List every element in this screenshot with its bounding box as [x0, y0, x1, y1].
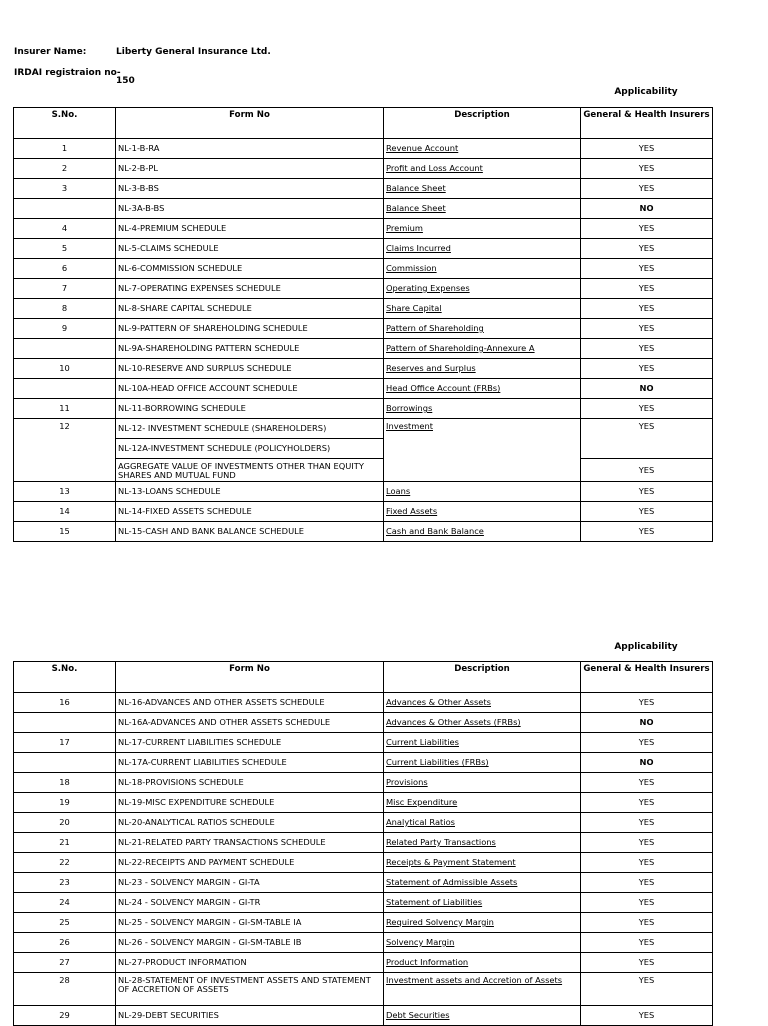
form-no-cell: NL-1-B-RA: [116, 139, 384, 159]
table-row: [14, 933, 713, 953]
applicability-cell: YES: [581, 359, 713, 379]
description-link[interactable]: Advances & Other Assets: [386, 697, 491, 707]
applicability-cell: YES: [581, 1006, 713, 1026]
form-no-cell: AGGREGATE VALUE OF INVESTMENTS OTHER THAN EQUITY SHARES AND MUTUAL FUND: [116, 459, 384, 482]
sno-cell: [14, 753, 116, 773]
sno-cell: 22: [14, 853, 116, 873]
table-row: [14, 522, 713, 542]
applicability-cell: YES: [581, 733, 713, 753]
form-no-cell: NL-15-CASH AND BANK BALANCE SCHEDULE: [116, 522, 384, 542]
sno-cell: 4: [14, 219, 116, 239]
sno-cell: 13: [14, 482, 116, 502]
table-row: [14, 459, 713, 482]
description-link[interactable]: Product Information: [386, 957, 469, 967]
table-row: [14, 219, 713, 239]
description-cell: [384, 379, 581, 399]
description-cell: [384, 482, 581, 502]
sno-cell: 6: [14, 259, 116, 279]
description-cell: [384, 299, 581, 319]
description-cell: [384, 893, 581, 913]
description-cell: [384, 773, 581, 793]
header-form-no: Form No: [116, 662, 384, 693]
description-link[interactable]: Required Solvency Margin: [386, 917, 494, 927]
sno-cell: 24: [14, 893, 116, 913]
applicability-heading-2: Applicability: [614, 642, 678, 652]
header-insurers: General & Health Insurers: [581, 662, 713, 693]
form-no-cell: NL-17A-CURRENT LIABILITIES SCHEDULE: [116, 753, 384, 773]
sno-cell: 23: [14, 873, 116, 893]
description-link[interactable]: Head Office Account (FRBs): [386, 383, 501, 393]
form-no-cell: NL-7-OPERATING EXPENSES SCHEDULE: [116, 279, 384, 299]
form-no-cell: NL-25 - SOLVENCY MARGIN - GI-SM-TABLE IA: [116, 913, 384, 933]
sno-cell: 5: [14, 239, 116, 259]
applicability-cell: YES: [581, 522, 713, 542]
form-no-cell: NL-9-PATTERN OF SHAREHOLDING SCHEDULE: [116, 319, 384, 339]
description-link[interactable]: Cash and Bank Balance: [386, 526, 484, 536]
sno-cell: 17: [14, 733, 116, 753]
description-cell: [384, 239, 581, 259]
form-no-cell: NL-2-B-PL: [116, 159, 384, 179]
table-row: [14, 482, 713, 502]
form-no-cell: NL-8-SHARE CAPITAL SCHEDULE: [116, 299, 384, 319]
form-no-cell: NL-23 - SOLVENCY MARGIN - GI-TA: [116, 873, 384, 893]
applicability-cell: YES: [581, 239, 713, 259]
description-link[interactable]: Receipts & Payment Statement: [386, 857, 516, 867]
description-cell: [384, 713, 581, 733]
table-row: [14, 359, 713, 379]
applicability-cell: YES: [581, 873, 713, 893]
description-link[interactable]: Loans: [386, 486, 411, 496]
description-cell: [384, 319, 581, 339]
description-link[interactable]: Related Party Transactions: [386, 837, 496, 847]
description-cell: [384, 793, 581, 813]
sno-cell: 3: [14, 179, 116, 199]
registration-label: IRDAI registraion no-: [14, 68, 121, 78]
forms-table-1: [13, 107, 713, 542]
description-cell: [384, 973, 581, 1006]
description-cell: [384, 399, 581, 419]
applicability-cell: YES: [581, 813, 713, 833]
sno-cell: 8: [14, 299, 116, 319]
applicability-cell: YES: [581, 693, 713, 713]
form-no-cell: NL-21-RELATED PARTY TRANSACTIONS SCHEDULE: [116, 833, 384, 853]
applicability-cell: NO: [581, 753, 713, 773]
description-cell: [384, 522, 581, 542]
table-row: [14, 279, 713, 299]
applicability-cell: YES: [581, 139, 713, 159]
sno-cell: 10: [14, 359, 116, 379]
form-no-cell: NL-28-STATEMENT OF INVESTMENT ASSETS AND STATEMENT OF ACCRETION OF ASSETS: [116, 973, 384, 1006]
description-link[interactable]: Debt Securities: [386, 1010, 450, 1020]
forms-table-2: [13, 661, 713, 1026]
table-row: [14, 953, 713, 973]
applicability-cell: YES: [581, 179, 713, 199]
applicability-cell: YES: [581, 482, 713, 502]
table-row: [14, 299, 713, 319]
applicability-cell: YES: [581, 833, 713, 853]
insurer-name-label: Insurer Name:: [14, 47, 87, 57]
description-cell: [384, 259, 581, 279]
table-row: [14, 502, 713, 522]
description-cell: [384, 279, 581, 299]
description-link[interactable]: Misc Expenditure: [386, 797, 458, 807]
form-no-cell: NL-10-RESERVE AND SURPLUS SCHEDULE: [116, 359, 384, 379]
sno-cell: 18: [14, 773, 116, 793]
sno-cell: 9: [14, 319, 116, 339]
description-link[interactable]: Solvency Margin: [386, 937, 455, 947]
applicability-cell: NO: [581, 199, 713, 219]
table-header-row: [14, 662, 713, 693]
description-link[interactable]: Fixed Assets: [386, 506, 438, 516]
form-no-cell: NL-27-PRODUCT INFORMATION: [116, 953, 384, 973]
sno-cell: 20: [14, 813, 116, 833]
sno-cell: 1: [14, 139, 116, 159]
table-row: [14, 873, 713, 893]
table-row: [14, 773, 713, 793]
form-no-cell: NL-16-ADVANCES AND OTHER ASSETS SCHEDULE: [116, 693, 384, 713]
applicability-cell: YES: [581, 953, 713, 973]
form-no-cell: NL-6-COMMISSION SCHEDULE: [116, 259, 384, 279]
sno-cell: 29: [14, 1006, 116, 1026]
description-link[interactable]: Claims Incurred: [386, 243, 451, 253]
header-description: Description: [384, 108, 581, 139]
sno-cell: [14, 199, 116, 219]
form-no-cell: NL-18-PROVISIONS SCHEDULE: [116, 773, 384, 793]
description-cell: [384, 853, 581, 873]
description-link[interactable]: Pattern of Shareholding: [386, 323, 484, 333]
registration-value: 150: [116, 76, 135, 86]
sno-cell: [14, 713, 116, 733]
header-sno: S.No.: [14, 108, 116, 139]
sno-cell: 11: [14, 399, 116, 419]
description-cell: [384, 419, 581, 482]
table-row: [14, 753, 713, 773]
applicability-cell: YES: [581, 399, 713, 419]
description-cell: [384, 733, 581, 753]
form-no-cell: NL-26 - SOLVENCY MARGIN - GI-SM-TABLE IB: [116, 933, 384, 953]
table-row: [14, 1006, 713, 1026]
description-link[interactable]: Advances & Other Assets (FRBs): [386, 717, 521, 727]
sno-cell: 27: [14, 953, 116, 973]
description-cell: [384, 219, 581, 239]
applicability-cell: YES: [581, 913, 713, 933]
description-link[interactable]: Revenue Account: [386, 143, 459, 153]
table-row: [14, 179, 713, 199]
table-header-row: [14, 108, 713, 139]
form-no-cell: NL-3-B-BS: [116, 179, 384, 199]
applicability-cell: YES: [581, 339, 713, 359]
form-no-cell: NL-20-ANALYTICAL RATIOS SCHEDULE: [116, 813, 384, 833]
applicability-heading-1: Applicability: [614, 87, 678, 97]
description-cell: [384, 1006, 581, 1026]
description-link[interactable]: Current Liabilities (FRBs): [386, 757, 489, 767]
description-link[interactable]: Provisions: [386, 777, 428, 787]
header-description: Description: [384, 662, 581, 693]
description-link[interactable]: Profit and Loss Account: [386, 163, 483, 173]
table-row: [14, 893, 713, 913]
description-link[interactable]: Statement of Admissible Assets: [386, 877, 518, 887]
description-link[interactable]: Analytical Ratios: [386, 817, 456, 827]
form-no-cell: NL-5-CLAIMS SCHEDULE: [116, 239, 384, 259]
sno-cell: 28: [14, 973, 116, 1006]
sno-cell: 21: [14, 833, 116, 853]
form-no-cell: NL-24 - SOLVENCY MARGIN - GI-TR: [116, 893, 384, 913]
form-no-cell: NL-29-DEBT SECURITIES: [116, 1006, 384, 1026]
table-row: [14, 913, 713, 933]
insurer-name-value: Liberty General Insurance Ltd.: [116, 47, 271, 57]
description-cell: [384, 139, 581, 159]
form-no-cell: NL-12A-INVESTMENT SCHEDULE (POLICYHOLDERS): [116, 439, 384, 459]
header-form-no: Form No: [116, 108, 384, 139]
table-row: [14, 319, 713, 339]
form-no-cell: NL-11-BORROWING SCHEDULE: [116, 399, 384, 419]
description-link[interactable]: Borrowings: [386, 403, 433, 413]
description-cell: [384, 833, 581, 853]
description-cell: [384, 813, 581, 833]
description-cell: [384, 873, 581, 893]
description-link[interactable]: Reserves and Surplus: [386, 363, 476, 373]
table-row: [14, 793, 713, 813]
table-row: [14, 973, 713, 1006]
sno-cell: 14: [14, 502, 116, 522]
applicability-cell: NO: [581, 379, 713, 399]
form-no-cell: NL-10A-HEAD OFFICE ACCOUNT SCHEDULE: [116, 379, 384, 399]
description-link[interactable]: Balance Sheet: [386, 183, 446, 193]
description-link[interactable]: Pattern of Shareholding-Annexure A: [386, 343, 535, 353]
description-link[interactable]: Investment assets and Accretion of Assets: [386, 975, 563, 985]
table-row: [14, 853, 713, 873]
applicability-cell: YES: [581, 299, 713, 319]
table-row: [14, 733, 713, 753]
description-link[interactable]: Operating Expenses: [386, 283, 470, 293]
table-row: [14, 419, 713, 439]
description-cell: [384, 339, 581, 359]
sno-cell: 25: [14, 913, 116, 933]
applicability-cell: YES: [581, 502, 713, 522]
table-row: [14, 159, 713, 179]
form-no-cell: NL-14-FIXED ASSETS SCHEDULE: [116, 502, 384, 522]
table-row: [14, 399, 713, 419]
form-no-cell: NL-16A-ADVANCES AND OTHER ASSETS SCHEDULE: [116, 713, 384, 733]
description-cell: [384, 159, 581, 179]
sno-cell: 7: [14, 279, 116, 299]
header-sno: S.No.: [14, 662, 116, 693]
applicability-cell: YES: [581, 773, 713, 793]
description-link[interactable]: Share Capital: [386, 303, 442, 313]
description-cell: [384, 199, 581, 219]
table-row: [14, 833, 713, 853]
description-cell: [384, 913, 581, 933]
description-link[interactable]: Current Liabilities: [386, 737, 459, 747]
form-no-cell: NL-4-PREMIUM SCHEDULE: [116, 219, 384, 239]
form-no-cell: NL-19-MISC EXPENDITURE SCHEDULE: [116, 793, 384, 813]
sno-cell: 19: [14, 793, 116, 813]
table-row: [14, 813, 713, 833]
header-insurers: General & Health Insurers: [581, 108, 713, 139]
applicability-cell: YES: [581, 419, 713, 459]
table-row: [14, 259, 713, 279]
description-link[interactable]: Investment: [386, 421, 433, 431]
applicability-cell: YES: [581, 973, 713, 1006]
description-cell: [384, 933, 581, 953]
applicability-cell: YES: [581, 893, 713, 913]
applicability-cell: YES: [581, 853, 713, 873]
description-link[interactable]: Statement of Liabilities: [386, 897, 483, 907]
form-no-cell: NL-17-CURRENT LIABILITIES SCHEDULE: [116, 733, 384, 753]
description-cell: [384, 693, 581, 713]
description-cell: [384, 953, 581, 973]
table-row: [14, 139, 713, 159]
description-link[interactable]: Balance Sheet: [386, 203, 446, 213]
table-row: [14, 239, 713, 259]
applicability-cell: YES: [581, 793, 713, 813]
form-no-cell: NL-12- INVESTMENT SCHEDULE (SHAREHOLDERS): [116, 419, 384, 439]
form-no-cell: NL-13-LOANS SCHEDULE: [116, 482, 384, 502]
description-cell: [384, 753, 581, 773]
applicability-cell: YES: [581, 159, 713, 179]
sno-cell: 12: [14, 419, 116, 482]
description-cell: [384, 359, 581, 379]
applicability-cell: YES: [581, 279, 713, 299]
table-row: [14, 713, 713, 733]
description-cell: [384, 502, 581, 522]
table-row: [14, 199, 713, 219]
applicability-cell: NO: [581, 713, 713, 733]
sno-cell: [14, 339, 116, 359]
table-row: [14, 339, 713, 359]
applicability-cell: YES: [581, 319, 713, 339]
sno-cell: 2: [14, 159, 116, 179]
sno-cell: [14, 379, 116, 399]
form-no-cell: NL-22-RECEIPTS AND PAYMENT SCHEDULE: [116, 853, 384, 873]
sno-cell: 16: [14, 693, 116, 713]
description-cell: [384, 179, 581, 199]
applicability-cell: YES: [581, 219, 713, 239]
applicability-cell: YES: [581, 933, 713, 953]
description-link[interactable]: Premium: [386, 223, 423, 233]
sno-cell: 15: [14, 522, 116, 542]
table-row: [14, 693, 713, 713]
table-row: [14, 379, 713, 399]
applicability-cell: YES: [581, 259, 713, 279]
form-no-cell: NL-3A-B-BS: [116, 199, 384, 219]
description-link[interactable]: Commission: [386, 263, 437, 273]
sno-cell: 26: [14, 933, 116, 953]
form-no-cell: NL-9A-SHAREHOLDING PATTERN SCHEDULE: [116, 339, 384, 359]
applicability-cell: YES: [581, 459, 713, 482]
